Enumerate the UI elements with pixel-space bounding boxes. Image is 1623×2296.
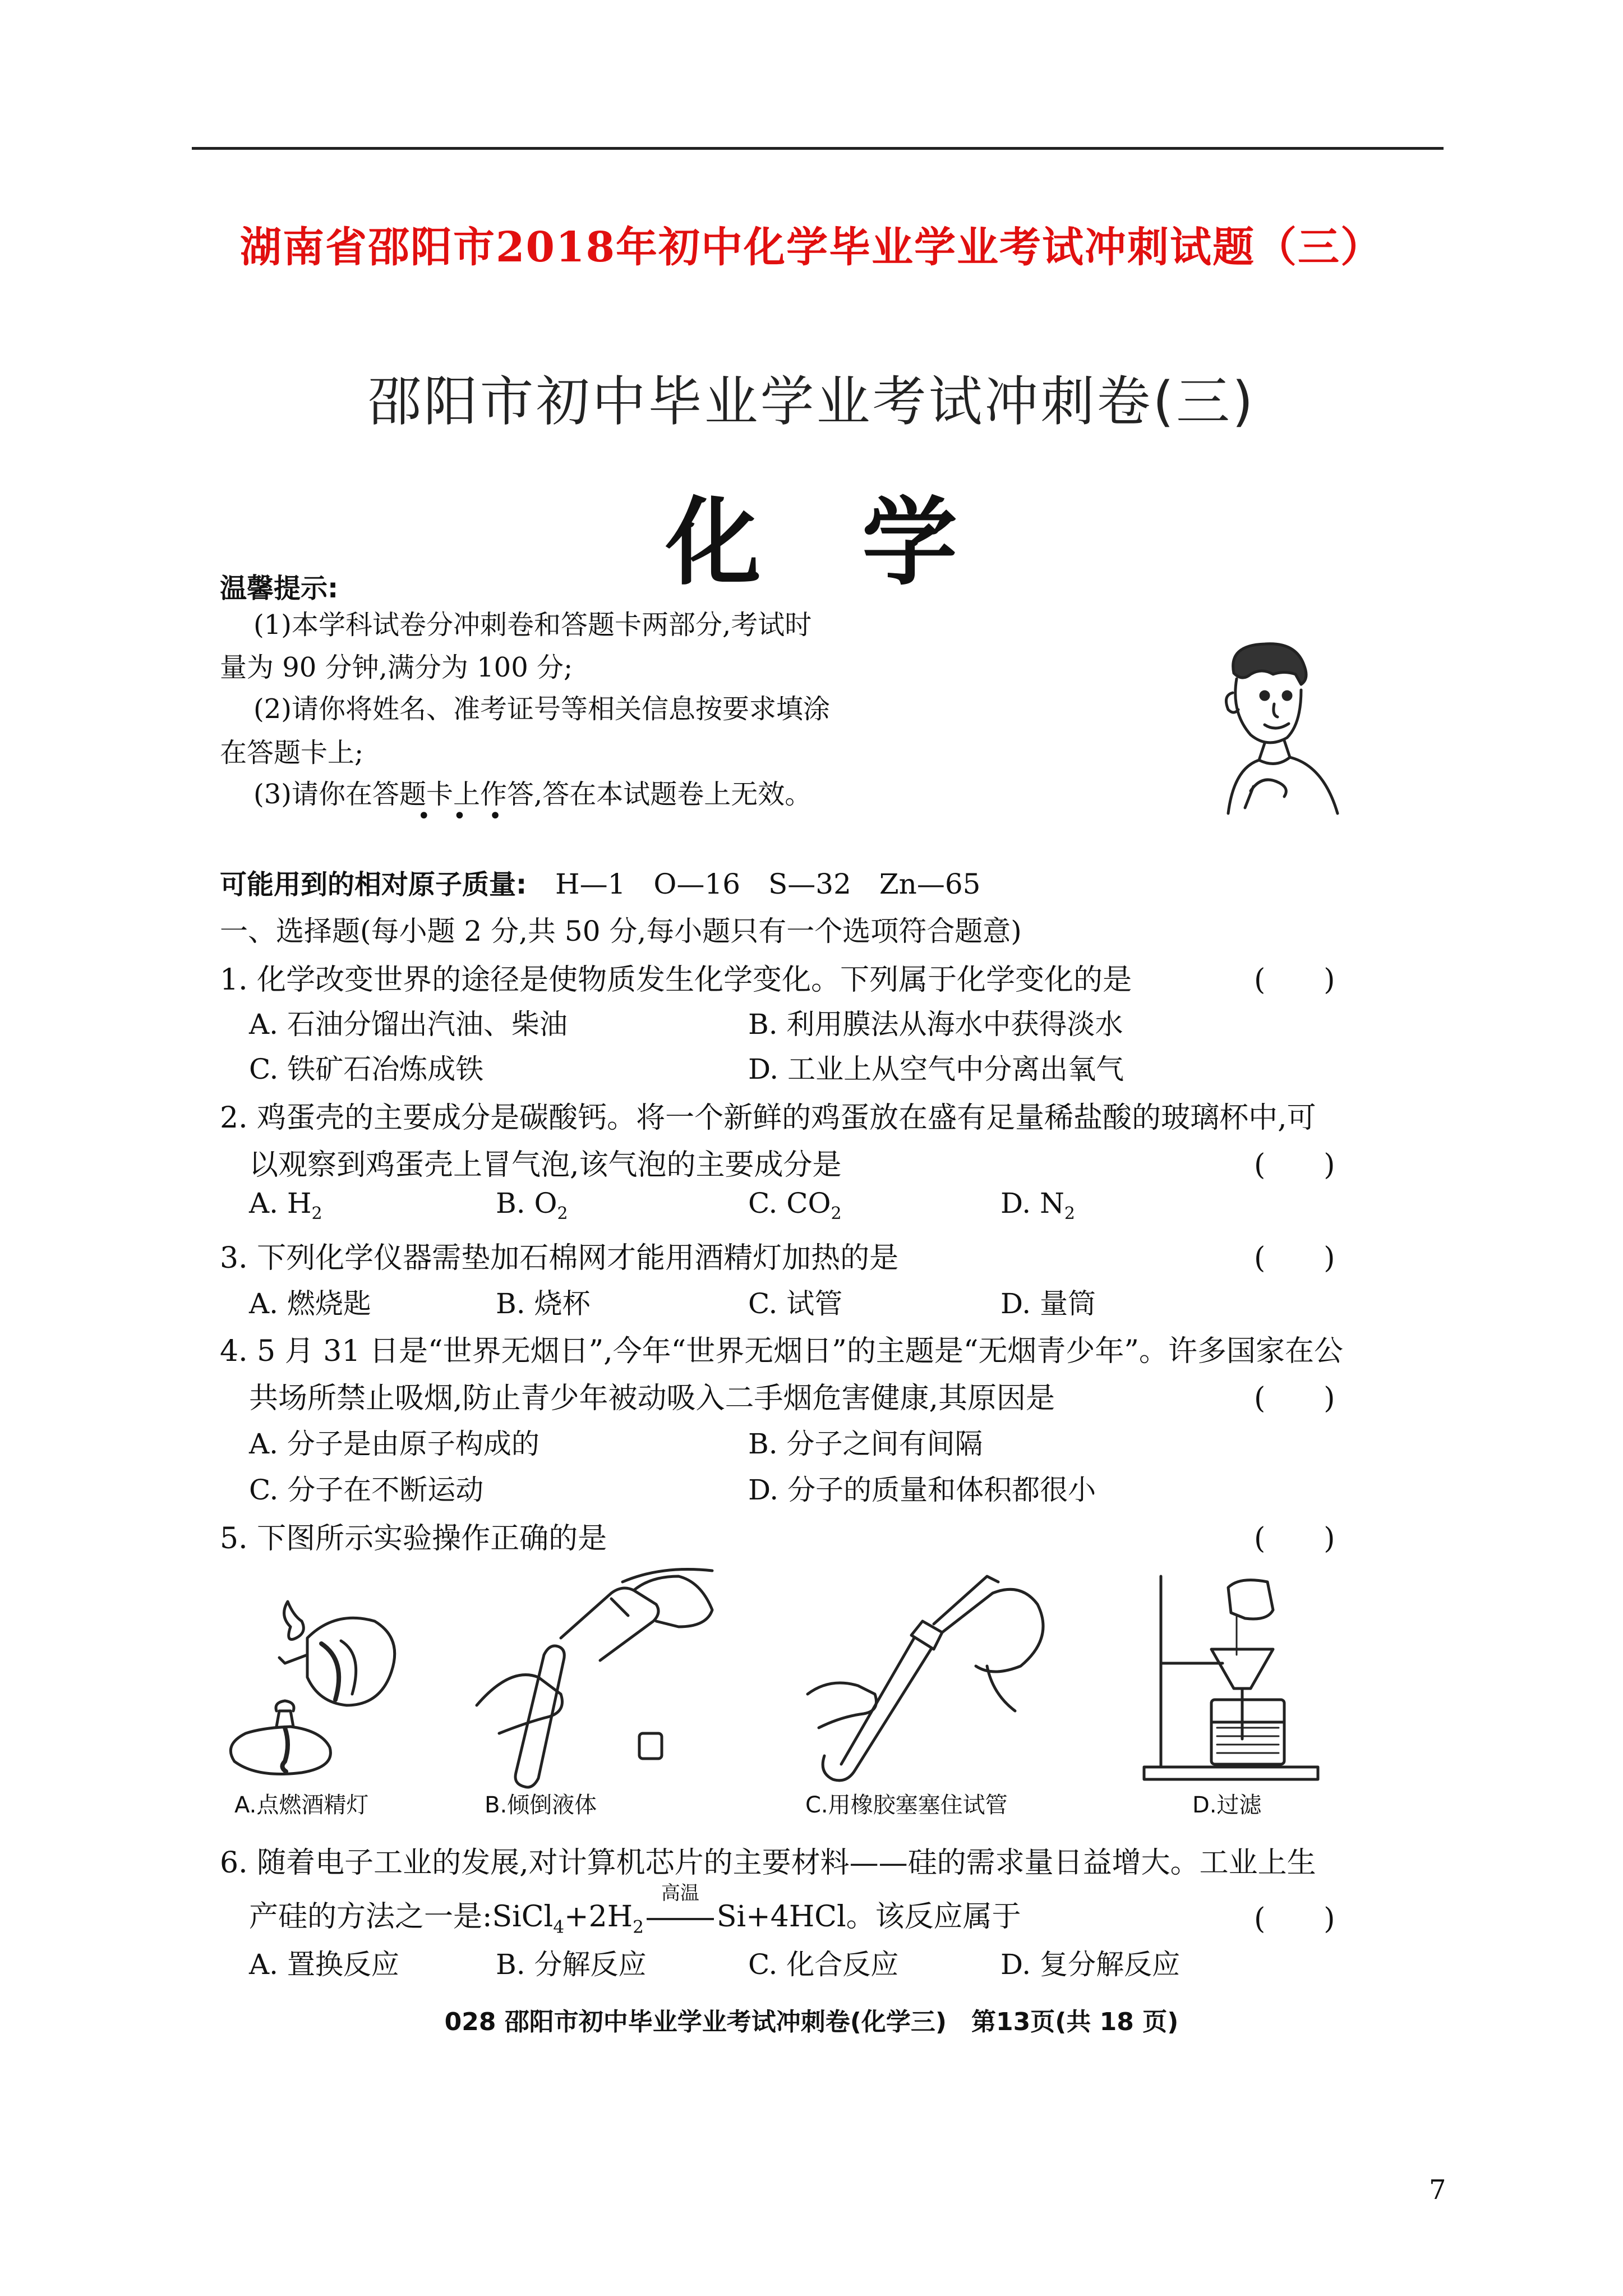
tips-heading: 温馨提示: [220,573,339,604]
q1-option-d: D. 工业上从空气中分离出氧气 [748,1053,1124,1085]
alcohol-lamp-figure [223,1593,408,1784]
q4-option-a: A. 分子是由原子构成的 [249,1428,540,1460]
student-illustration [1211,639,1346,819]
q2-option-a: A. $H_2$ [249,1187,322,1223]
emphasis-dots: ••• [417,803,524,829]
q4-option-c: C. 分子在不断运动 [249,1474,484,1506]
filtration-figure [1138,1576,1324,1784]
tip-line-3: (2)请你将姓名、准考证号等相关信息按要求填涂 [253,693,830,725]
question-1-stem: 1. 化学改变世界的途径是使物质发生化学变化。下列属于化学变化的是 [220,963,1132,997]
q4-option-b: B. 分子之间有间隔 [748,1428,983,1460]
tip-line-1: (1)本学科试卷分冲刺卷和答题卡两部分,考试时 [253,609,812,641]
q6-option-c: C. 化合反应 [748,1948,899,1981]
q4-option-d: D. 分子的质量和体积都很小 [748,1474,1096,1506]
question-3-stem: 3. 下列化学仪器需垫加石棉网才能用酒精灯加热的是 [220,1241,899,1275]
question-4-stem-line-2: 共场所禁止吸烟,防止青少年被动吸入二手烟危害健康,其原因是 [249,1382,1055,1415]
q3-option-c: C. 试管 [748,1287,843,1320]
question-6-equation: 产硅的方法之一是$:SiCl_4+2H_2$ 高温 Si+4HCl。该反应属于 [249,1893,1021,1937]
q3-option-b: B. 烧杯 [496,1287,591,1320]
figure-b-caption: B.倾倒液体 [485,1792,597,1818]
answer-bracket: ( ) [1254,963,1335,997]
pouring-liquid-figure [477,1565,735,1789]
q1-option-a: A. 石油分馏出汽油、柴油 [249,1008,568,1041]
q6-option-d: D. 复分解反应 [1000,1948,1181,1981]
q3-option-d: D. 量筒 [1000,1287,1096,1320]
answer-bracket: ( ) [1254,1148,1335,1182]
figure-d-caption: D.过滤 [1192,1792,1262,1818]
figure-a-caption: A.点燃酒精灯 [234,1792,369,1818]
document-title: 湖南省邵阳市2018年初中化学毕业学业考试冲刺试题（三） [240,223,1383,272]
section-heading: 一、选择题(每小题 2 分,共 50 分,每小题只有一个选项符合题意) [220,915,1022,947]
q3-option-a: A. 燃烧匙 [249,1287,371,1320]
q2-option-c: C. $CO_2$ [748,1187,842,1223]
tip-line-4: 在答题卡上; [220,737,364,769]
question-6-stem-line-1: 6. 随着电子工业的发展,对计算机芯片的主要材料——硅的需求量日益增大。工业上生 [220,1846,1316,1880]
q6-option-b: B. 分解反应 [496,1948,647,1981]
answer-bracket: ( ) [1254,1522,1335,1556]
atomic-mass-label: 可能用到的相对原子质量: [220,869,527,900]
question-5-stem: 5. 下图所示实验操作正确的是 [220,1522,607,1556]
question-2-stem-line-1: 2. 鸡蛋壳的主要成分是碳酸钙。将一个新鲜的鸡蛋放在盛有足量稀盐酸的玻璃杯中,可 [220,1101,1316,1135]
question-2-stem-line-2: 以观察到鸡蛋壳上冒气泡,该气泡的主要成分是 [249,1148,842,1182]
tip-line-5: (3)请你在答题卡上作答,答在本试题卷上无效。 [253,779,812,810]
top-rule [192,147,1444,150]
atomic-mass-values: H—1 O—16 S—32 Zn—65 [555,868,981,900]
page-number: 7 [1429,2174,1446,2206]
q1-option-b: B. 利用膜法从海水中获得淡水 [748,1008,1123,1041]
q2-option-d: D. $N_2$ [1000,1187,1075,1223]
stopper-test-tube-figure [808,1571,1066,1789]
exam-title: 邵阳市初中毕业学业考试冲刺卷(三) [367,370,1256,433]
q6-option-a: A. 置换反应 [249,1948,399,1981]
tip-line-2: 量为 90 分钟,满分为 100 分; [220,652,573,683]
reaction-condition: 高温 [661,1882,699,1904]
question-4-stem-line-1: 4. 5 月 31 日是“世界无烟日”,今年“世界无烟日”的主题是“无烟青少年”。许多国家在公 [220,1335,1344,1368]
page-footer: 028 邵阳市初中毕业学业考试冲刺卷(化学三) 第13页(共 18 页) [444,2008,1179,2036]
q2-option-b: B. $O_2$ [496,1187,568,1223]
answer-bracket: ( ) [1254,1382,1335,1415]
answer-bracket: ( ) [1254,1241,1335,1275]
subject-title: 化学 [665,486,1058,599]
q1-option-c: C. 铁矿石冶炼成铁 [249,1053,484,1085]
answer-bracket: ( ) [1254,1902,1335,1936]
figure-c-caption: C.用橡胶塞塞住试管 [805,1792,1008,1818]
